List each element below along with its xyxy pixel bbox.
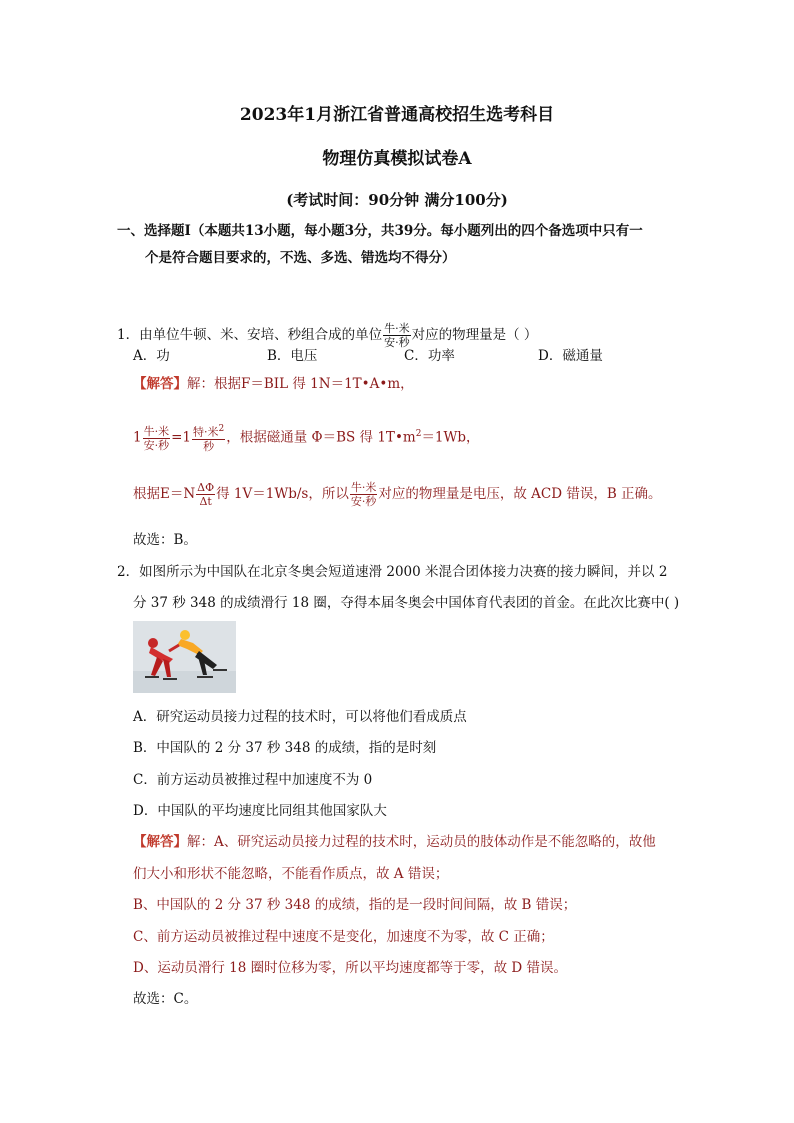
- q2-answer-a2: 们大小和形状不能忽略，不能看作质点，故 A 错误；: [133, 866, 449, 882]
- q2-option-b: B．中国队的 2 分 37 秒 348 的成绩，指的是时刻: [133, 740, 437, 756]
- q1-option-d: D．磁通量: [538, 348, 603, 364]
- q1-option-a: A．功: [133, 348, 170, 364]
- q1-option-c: C．功率: [404, 348, 455, 364]
- q1-stem-after: 对应的物理量是（ ）: [411, 327, 538, 343]
- q1-answer-equation: 1 $\frac{\text{牛·米}}{\text{安·秒}}$ =1 $\frac{特\cdot 米^2}{\text{秒}}$ ，根据磁通量 Φ＝BS 得 $1T•m^2=1Wb$，: [133, 424, 480, 453]
- q2-answer-c: C、前方运动员被推过程中速度不是变化，加速度不为零，故 C 正确；: [133, 929, 554, 945]
- page-title: 2023年1月浙江省普通高校招生选考科目: [239, 105, 555, 125]
- q1-stem: [117, 320, 537, 350]
- q1-answer-line3: 根据E＝N $\frac{\Delta\Phi}{\Delta t}$ 得 1V＝1Wb/s，所以 $\frac{\text{牛·米}}{\text{安·秒}}$ 对应的物理量是电压，故 ACD 错误，B 正确。: [133, 481, 662, 508]
- q1-option-b: B．电压: [267, 348, 318, 364]
- section-heading-line1: 一、选择题Ⅰ（本题共13小题，每小题3分，共39分。每小题列出的四个备选项中只有一: [117, 223, 643, 239]
- q2-answer-d: D、运动员滑行 18 圈时位移为零，所以平均速度都等于零，故 D 错误。: [133, 960, 567, 976]
- q1-answer-line1: 【解答】解：根据F＝BIL 得 1N＝1T•A•m，: [133, 376, 414, 392]
- q2-stem-line2: 分 37 秒 348 的成绩滑行 18 圈，夺得本届冬奥会中国体育代表团的首金。在此次比赛中( ): [133, 595, 680, 611]
- exam-info: (考试时间：90分钟 满分100分): [286, 191, 508, 209]
- answer-tag: 【解答】: [133, 376, 187, 392]
- q1-stem-before: 1．由单位牛顿、米、安培、秒组合成的单位: [117, 327, 383, 343]
- q2-answer-b: B、中国队的 2 分 37 秒 348 的成绩，指的是一段时间间隔，故 B 错误；: [133, 897, 577, 913]
- answer-tag: 【解答】: [133, 834, 187, 850]
- paper-subtitle: 物理仿真模拟试卷A: [322, 149, 472, 169]
- section-heading-line2: 个是符合题目要求的，不选、多选、错选均不得分）: [145, 250, 456, 266]
- q1-unit-fraction: $\frac{\text{牛·米}}{\text{安·秒}}$: [384, 322, 410, 349]
- speed-skating-photo: [133, 621, 236, 693]
- q2-stem-line1: 2．如图所示为中国队在北京冬奥会短道速滑 2000 米混合团体接力决赛的接力瞬间，并以 2: [117, 564, 668, 580]
- q2-answer-a1: 【解答】解：A、研究运动员接力过程的技术时，运动员的肢体动作是不能忽略的，故他: [133, 834, 656, 850]
- q1-choose: 故选：B。: [133, 532, 197, 548]
- q2-option-a: A．研究运动员接力过程的技术时，可以将他们看成质点: [133, 709, 467, 725]
- q2-option-c: C．前方运动员被推过程中加速度不为 0: [133, 772, 373, 788]
- q2-choose: 故选：C。: [133, 991, 198, 1007]
- q2-option-d: D．中国队的平均速度比同组其他国家队大: [133, 803, 387, 819]
